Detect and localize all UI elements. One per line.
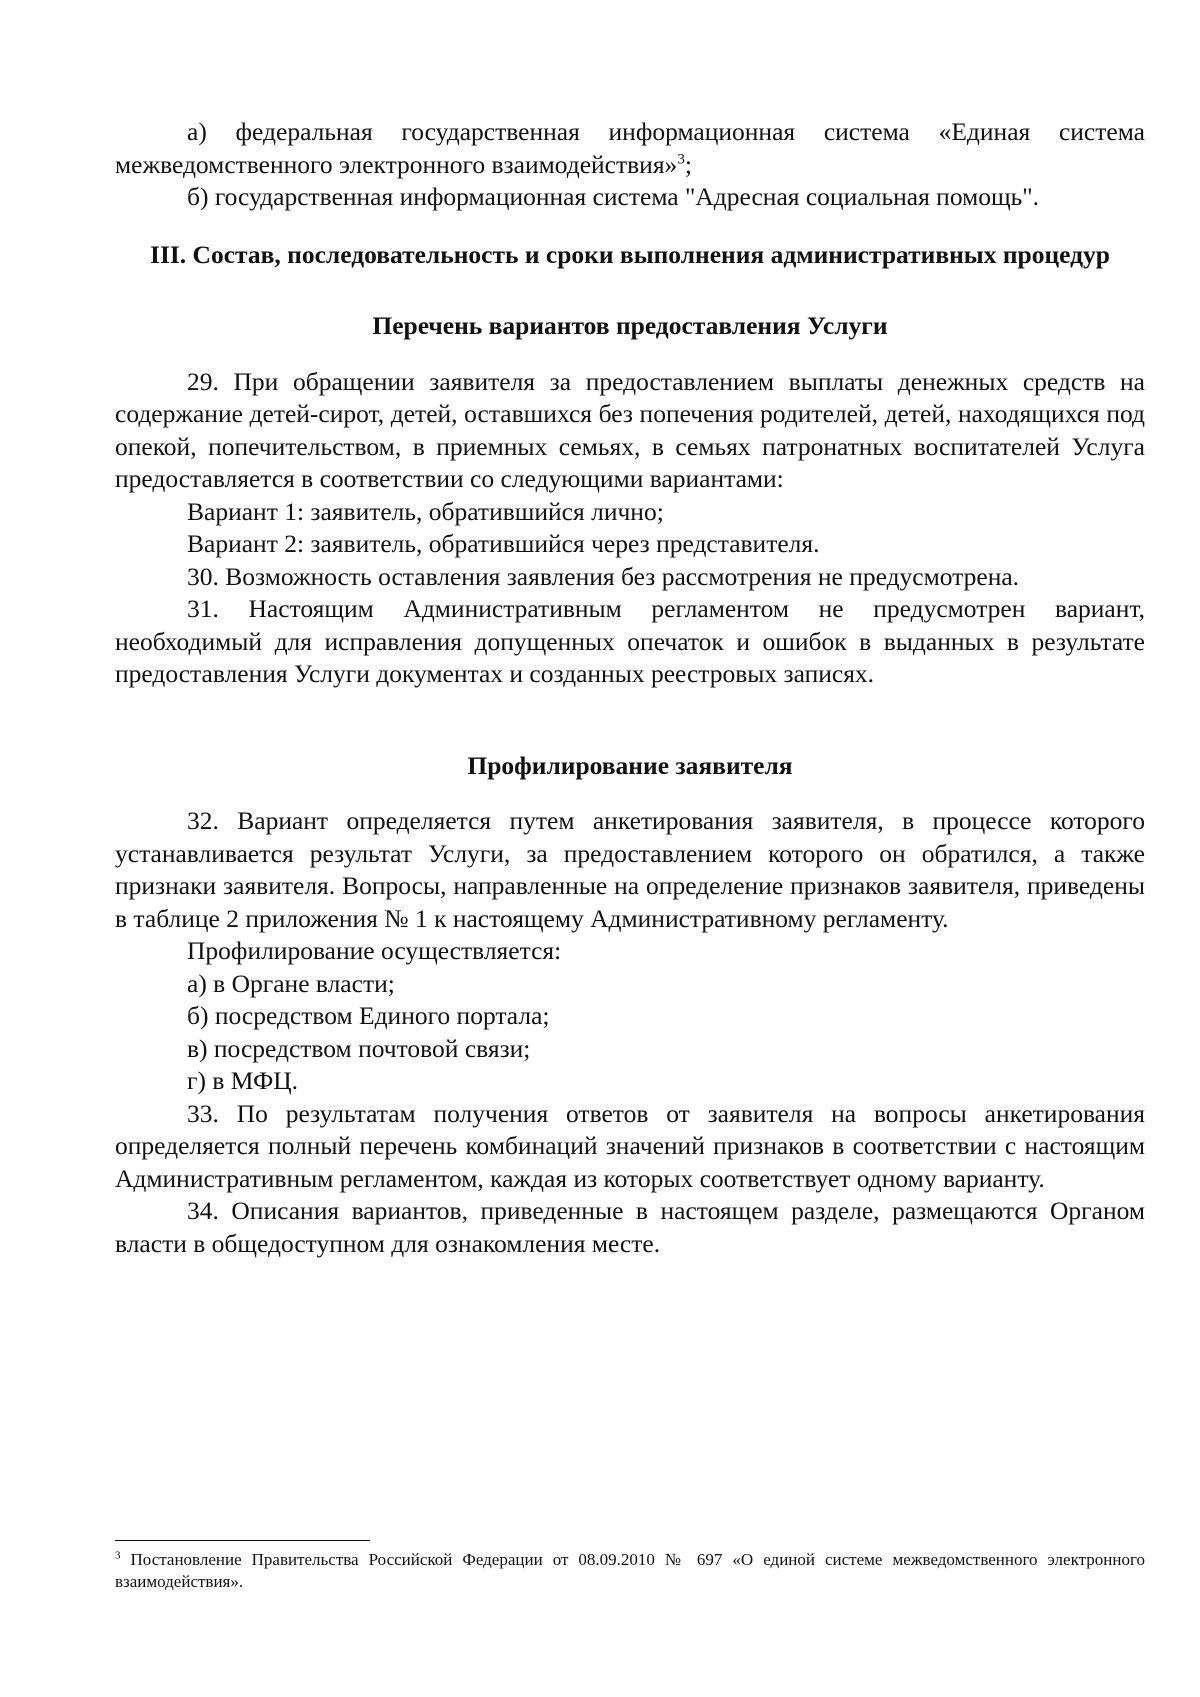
profiling-intro: Профилирование осуществляется:	[187, 936, 562, 965]
subsection-title-profiling: Профилирование заявителя	[467, 750, 793, 780]
paragraph-34: 34. Описания вариантов, приведенные в настоящем разделе, размещаются Органом власти в общедоступном для ознакомления месте.	[115, 1196, 1145, 1258]
intro-item-a-text: а) федеральная государственная информационная система «Единая система межведомственного электронного взаимодействия»	[115, 117, 1145, 179]
subsection-title-variants: Перечень вариантов предоставления Услуги	[372, 311, 888, 340]
variant-1-item: Вариант 1: заявитель, обратившийся лично;	[187, 496, 664, 526]
intro-item-a-tail: ;	[684, 149, 692, 179]
footnote	[115, 1549, 1145, 1593]
intro-item-a	[115, 116, 1145, 181]
footnote-separator	[115, 1540, 370, 1541]
paragraph-31: 31. Настоящим Административным регламентом не предусмотрен вариант, необходимый для исправления допущенных опечаток и ошибок в выданных в результате предоставления Услуги документах и созданных реестровых записях.	[115, 594, 1145, 688]
footnote-number: 3	[115, 1549, 121, 1562]
intro-item-b: б) государственная информационная система "Адресная социальная помощь".	[187, 182, 1040, 211]
profiling-item-c: в) посредством почтовой связи;	[187, 1033, 531, 1063]
profiling-item-d: г) в МФЦ.	[187, 1066, 299, 1095]
footnote-text: Постановление Правительства Российской Федерации от 08.09.2010 № 697 «О единой системе межведомственного электронного взаимодействия».	[115, 1550, 1145, 1591]
profiling-item-a: а) в Органе власти;	[187, 968, 395, 998]
document-body	[115, 116, 1145, 1260]
variant-2-item: Вариант 2: заявитель, обратившийся через представителя.	[187, 529, 820, 558]
profiling-item-b: б) посредством Единого портала;	[187, 1001, 550, 1030]
section-title: III. Состав, последовательность и сроки выполнения административных процедур	[150, 239, 1110, 269]
paragraph-30: 30. Возможность оставления заявления без рассмотрения не предусмотрена.	[187, 561, 1020, 591]
paragraph-32: 32. Вариант определяется путем анкетирования заявителя, в процессе которого устанавливается результат Услуги, за предоставлением которого он обратился, а также признаки заявителя. Вопросы, направленные на определение признаков заявителя, приведены в таблице 2 приложения № 1 к настоящему Административному регламенту.	[115, 806, 1145, 933]
paragraph-33: 33. По результатам получения ответов от заявителя на вопросы анкетирования определяется полный перечень комбинаций значений признаков в соответствии с настоящим Административным регламентом, каждая из которых соответствует одному варианту.	[115, 1098, 1145, 1193]
paragraph-29: 29. При обращении заявителя за предоставлением выплаты денежных средств на содержание детей-сирот, детей, оставшихся без попечения родителей, детей, находящихся под опекой, попечительством, в приемных семьях, в семьях патронатных воспитателей Услуга предоставляется в соответствии со следующими вариантами:	[115, 366, 1145, 493]
footnote-reference[interactable]: 3	[677, 151, 685, 167]
